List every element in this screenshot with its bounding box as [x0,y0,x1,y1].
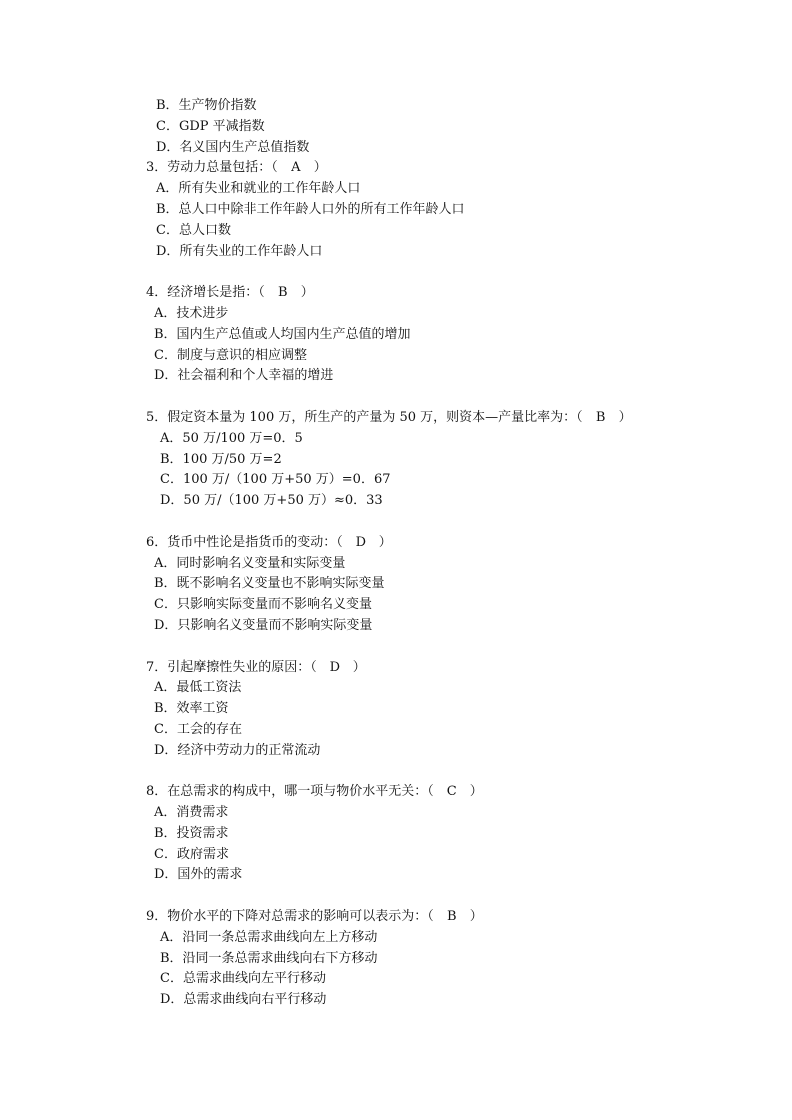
option-q3-a: A．所有失业和就业的工作年龄人口 [156,181,361,197]
option-q9-a: A．沿同一条总需求曲线向左上方移动 [160,929,378,945]
option-q7-d: D．经济中劳动力的正常流动 [154,742,321,758]
option-q2-c: C．GDP 平减指数 [156,118,265,134]
option-q8-c: C．政府需求 [154,846,229,862]
question-6 [146,533,706,554]
option-q4-b: B．国内生产总值或人均国内生产总值的增加 [154,326,411,342]
question-8-answer: C [446,784,457,800]
option-q9-b: B．沿同一条总需求曲线向右下方移动 [160,950,378,966]
spacer [146,637,706,658]
question-3-text: 3．劳动力总量包括：（ [146,160,278,176]
option-q3-c: C．总人口数 [156,222,231,238]
option-q6-a: A．同时影响名义变量和实际变量 [154,555,346,571]
question-9-answer: B [447,909,457,925]
option-q3-d: D．所有失业的工作年龄人口 [156,243,323,259]
question-7-answer: D [329,659,340,675]
option-q9-c: C．总需求曲线向左平行移动 [160,971,326,987]
question-6-answer: D [355,534,366,550]
option-q8-d: D．国外的需求 [154,867,243,883]
spacer [146,262,706,283]
question-7-close: ） [352,659,366,675]
option-q3-b: B．总人口中除非工作年龄人口外的所有工作年龄人口 [156,201,465,217]
question-9-close: ） [469,909,483,925]
option-q6-d: D．只影响名义变量而不影响实际变量 [154,617,373,633]
option-q4-c: C．制度与意识的相应调整 [154,347,307,363]
question-3 [146,158,706,179]
option-q2-d: D．名义国内生产总值指数 [156,139,310,155]
option-q9-d: D．总需求曲线向右平行移动 [160,992,327,1008]
spacer [146,762,706,783]
option-q5-a: A．50 万/100 万=0．5 [160,430,303,446]
option-q4-a: A．技术进步 [154,305,229,321]
question-9-text: 9．物价水平的下降对总需求的影响可以表示为：（ [146,909,434,925]
question-4-answer: B [278,285,288,301]
question-5-answer: B [595,409,606,425]
option-q5-b: B．100 万/50 万=2 [160,451,282,467]
option-q6-b: B．既不影响名义变量也不影响实际变量 [154,576,385,592]
option-q5-c: C．100 万/（100 万+50 万）=0．67 [160,472,391,488]
question-4-close: ） [300,285,314,301]
question-3-answer: A [291,160,301,176]
question-7 [146,658,706,679]
question-4-text: 4．经济增长是指：（ [146,285,265,301]
question-5 [146,408,706,429]
question-7-text: 7．引起摩擦性失业的原因：（ [146,659,317,675]
question-8 [146,782,706,803]
spacer [146,387,706,408]
question-6-close: ） [378,534,392,550]
question-6-text: 6．货币中性论是指货币的变动：（ [146,534,343,550]
option-q6-c: C．只影响实际变量而不影响名义变量 [154,597,372,613]
spacer [146,512,706,533]
question-list [146,96,706,1011]
question-4 [146,283,706,304]
option-q7-c: C．工会的存在 [154,721,242,737]
option-q5-d: D．50 万/（100 万+50 万）≈0．33 [160,493,383,509]
spacer [146,886,706,907]
option-q8-a: A．消费需求 [154,805,229,821]
question-5-close: ） [618,409,632,425]
question-9 [146,907,706,928]
option-q2-b: B．生产物价指数 [156,98,257,113]
question-8-close: ） [469,784,483,800]
question-3-close: ） [313,160,327,176]
option-q4-d: D．社会福利和个人幸福的增进 [154,368,334,384]
question-5-text: 5．假定资本量为 100 万，所生产的产量为 50 万，则资本—产量比率为：（ [146,409,583,425]
option-q7-a: A．最低工资法 [154,680,242,696]
option-q8-b: B．投资需求 [154,825,229,841]
option-q7-b: B．效率工资 [154,701,229,717]
question-8-text: 8．在总需求的构成中，哪一项与物价水平无关：（ [146,784,434,800]
